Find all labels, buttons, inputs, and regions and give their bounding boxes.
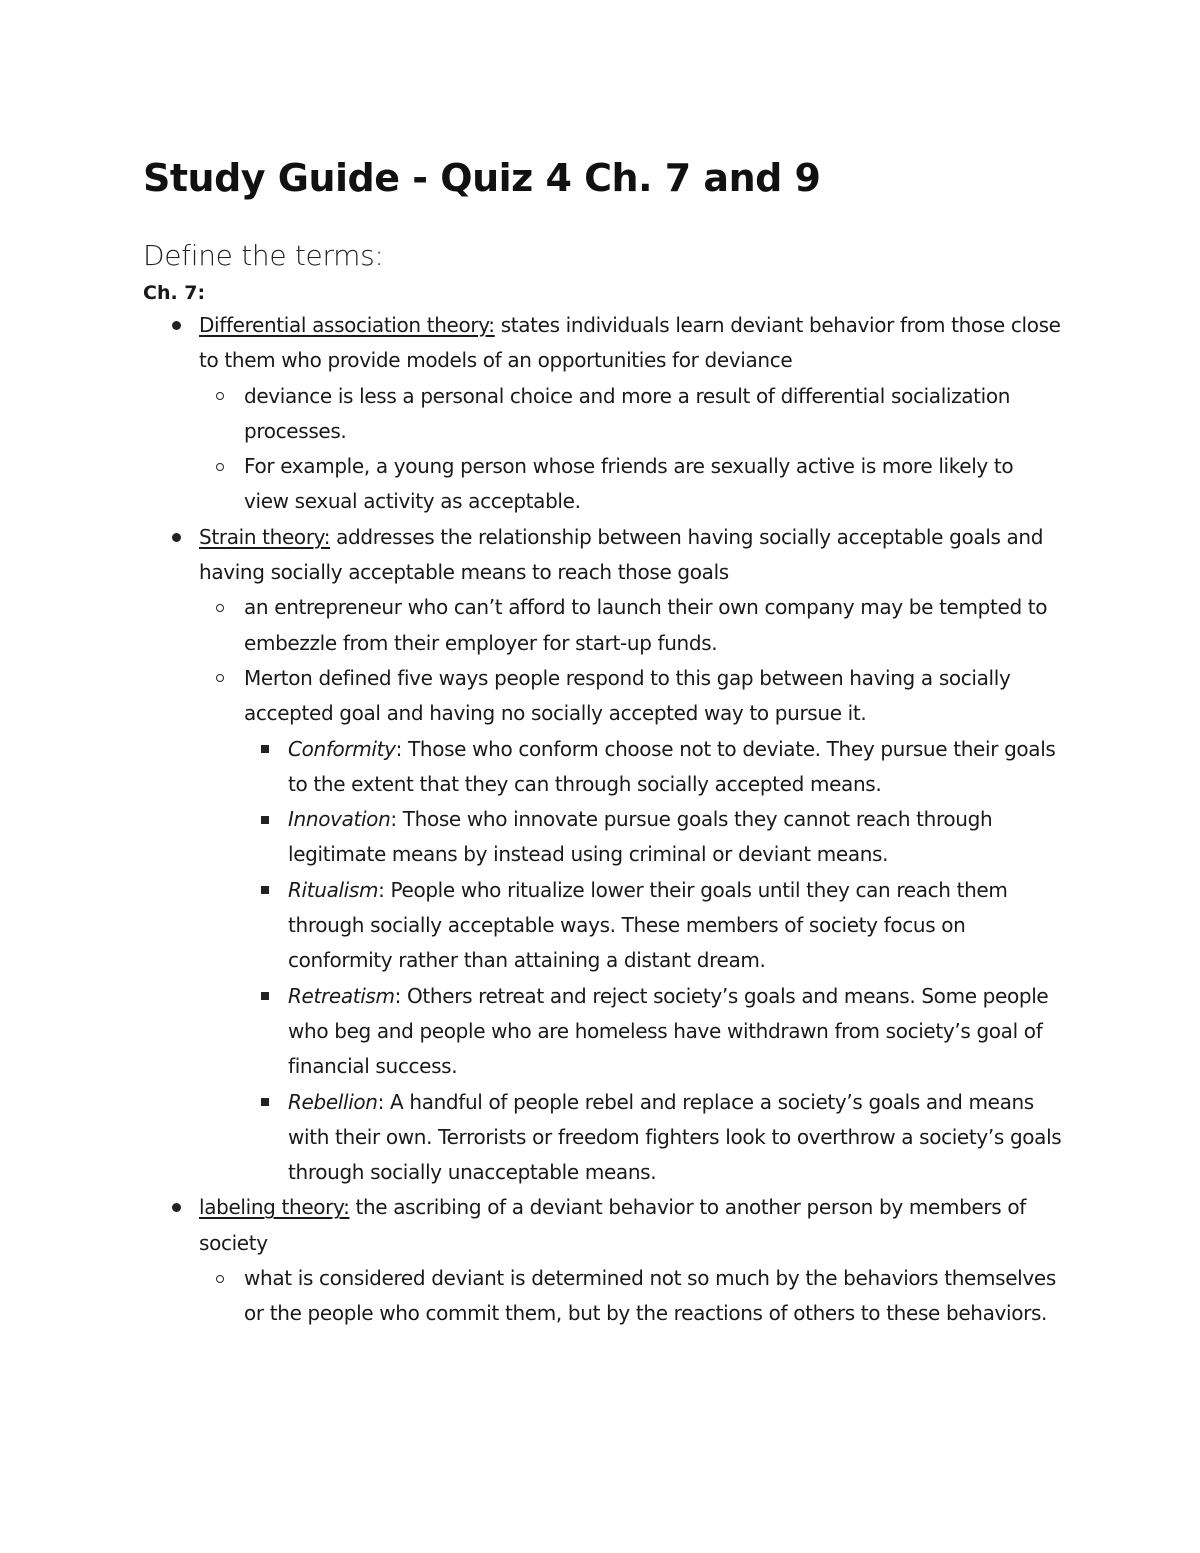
list-item-conformity [244, 732, 1063, 803]
term-label: labeling theory: [199, 1195, 350, 1220]
term-definition: : Those who innovate pursue goals they cannot reach through legitimate means by instead using criminal or deviant means. [288, 807, 993, 867]
list-item-rebellion [244, 1085, 1063, 1191]
term-label: Rebellion [288, 1089, 378, 1114]
bullet-square-icon [261, 732, 269, 767]
bullet-dot-icon [172, 520, 181, 555]
bullet-square-icon [261, 873, 269, 908]
term-definition: : Others retreat and reject society’s goals and means. Some people who beg and people who are homeless have withdrawn from society’s goal of financial success. [288, 983, 1049, 1079]
bullet-dot-icon [172, 1190, 181, 1225]
list-item-text: an entrepreneur who can’t afford to launch their own company may be tempted to embezzle from their employer for start-up funds. [244, 595, 1048, 655]
list-item [199, 449, 1063, 520]
term-label: Ritualism [288, 877, 379, 902]
term-definition: the ascribing of a deviant behavior to another person by members of society [199, 1195, 1026, 1255]
term-definition: : A handful of people rebel and replace a society’s goals and means with their own. Terrorists or freedom fighters look to overthrow a society’s goals through socially unacceptable means. [288, 1089, 1062, 1185]
terms-list [143, 308, 1063, 1332]
list-item-text: For example, a young person whose friends are sexually active is more likely to view sexual activity as acceptable. [244, 454, 1014, 514]
bullet-dot-icon [172, 308, 181, 343]
list-item-ritualism [244, 873, 1063, 979]
bullet-circle-icon [216, 590, 224, 625]
term-definition: addresses the relationship between having socially acceptable goals and having socially acceptable means to reach those goals [199, 524, 1044, 585]
bullet-square-icon [261, 979, 269, 1014]
term-definition: : People who ritualize lower their goals until they can reach them through socially acceptable ways. These members of society focus on conformity rather than attaining a distant dream. [288, 877, 1008, 973]
chapter-label: Ch. 7: [143, 282, 206, 304]
sub-sub-list [244, 732, 1063, 1191]
list-item-retreatism [244, 979, 1063, 1085]
list-item [199, 590, 1063, 661]
bullet-circle-icon [216, 449, 224, 484]
section-heading: Define the terms: [143, 239, 384, 272]
list-item [199, 1261, 1063, 1332]
bullet-circle-icon [216, 1261, 224, 1296]
list-item-text: what is considered deviant is determined not so much by the behaviors themselves or the people who commit them, but by the reactions of others to these behaviors. [244, 1266, 1056, 1326]
list-item [199, 661, 1063, 1190]
page-title: Study Guide - Quiz 4 Ch. 7 and 9 [143, 156, 821, 200]
list-item-strain-theory [143, 520, 1063, 1191]
list-item-differential-association [143, 308, 1063, 520]
bullet-square-icon [261, 1085, 269, 1120]
bullet-circle-icon [216, 661, 224, 696]
sub-list [199, 590, 1063, 1190]
term-definition: states individuals learn deviant behavior from those close to them who provide models of an opportunities for deviance [199, 313, 1061, 373]
term-label: Innovation [288, 807, 391, 832]
bullet-square-icon [261, 802, 269, 837]
term-label: Differential association theory: [199, 313, 495, 337]
list-item-text: Merton defined five ways people respond to this gap between having a socially accepted goal and having no socially accepted way to pursue it. [244, 665, 1011, 726]
term-label: Conformity [288, 736, 396, 761]
document-page [143, 150, 1063, 1332]
list-item-innovation [244, 802, 1063, 873]
sub-list [199, 1261, 1063, 1332]
term-definition: : Those who conform choose not to deviate. They pursue their goals to the extent that they can through socially accepted means. [288, 736, 1056, 796]
bullet-circle-icon [216, 379, 224, 414]
list-item [199, 379, 1063, 450]
list-item-text: deviance is less a personal choice and more a result of differential socialization processes. [244, 383, 1011, 443]
term-label: Strain theory: [199, 524, 331, 549]
sub-list [199, 379, 1063, 520]
list-item-labeling-theory [143, 1190, 1063, 1331]
term-label: Retreatism [288, 983, 395, 1008]
